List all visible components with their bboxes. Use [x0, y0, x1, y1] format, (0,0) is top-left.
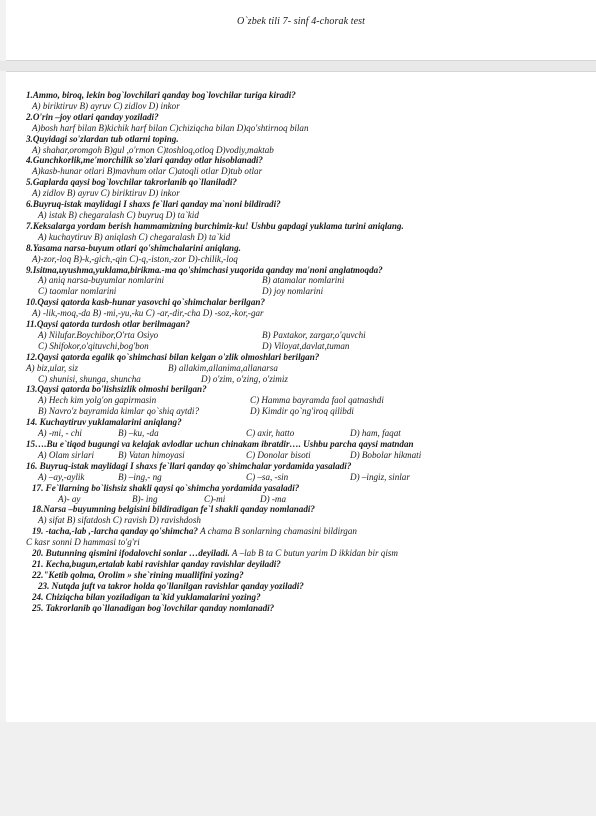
question-6-options: A) istak B) chegaralash C) buyruq D) ta`kid: [38, 209, 199, 220]
question-23: 23. Nutqda juft va takror holda qo'llanilgan ravishlar qanday yoziladi?: [38, 580, 304, 591]
question-2: 2.O'rin –joy otlari qanday yoziladi?: [26, 111, 159, 122]
question-19-options-cont: C kasr sonni D hammasi to'g'ri: [26, 537, 140, 548]
question-5: 5.Gaplarda qaysi bog`lovchilar takrorlanib qo`llaniladi?: [26, 177, 237, 188]
question-20: 20. Butunning qismini ifodalovchi sonlar …deyiladi.: [32, 548, 230, 559]
question-20-options: A –lab B ta C butun yarim D ikkidan bir qism: [229, 548, 398, 559]
question-9-option-a: A) aniq narsa-buyumlar nomlarini: [38, 275, 165, 286]
question-13: 13.Qaysi qatorda bo'lishsizlik olmoshi berilgan?: [26, 384, 207, 395]
question-12-option-c: C) shunisi, shunga, shuncha: [38, 373, 141, 384]
question-11-option-c: C) Shifokor,o'qituvchi,bog'bon: [38, 340, 149, 351]
question-3: 3.Quyidagi so'zlardan tub otlarni toping.: [26, 133, 179, 144]
question-10: 10.Qaysi qatorda kasb-hunar yasovchi qo`shimchalar berilgan?: [26, 297, 265, 308]
question-18-options: A) sifat B) sifatdosh C) ravish D) ravishdosh: [38, 515, 201, 526]
question-12-option-b: B) allakim,allanima,allanarsa: [168, 362, 278, 373]
question-16-option-b: B) –ing,- ng: [118, 471, 162, 482]
page-title: O`zbek tili 7- sinf 4-chorak test: [237, 16, 365, 27]
question-7: 7.Keksalarga yordam berish hammamizning burchimiz-ku! Ushbu gapdagi yuklama turini aniqlang.: [26, 220, 404, 231]
question-16: 16. Buyruq-istak maylidagi I shaxs fe`llari qanday qo`shimchalar yordamida yasaladi?: [26, 460, 352, 471]
question-21: 21. Kecha,bugun,ertalab kabi ravishlar qanday ravishlar deyiladi?: [32, 558, 281, 569]
question-16-option-a: A) –ay,-aylik: [38, 471, 85, 482]
question-20-row: [26, 548, 574, 559]
question-16-option-d: D) –ingiz, sinlar: [350, 471, 410, 482]
question-9: 9.Isitma,uyushma,yuklama,birikma.-ma qo'shimchasi yuqorida qanday ma'noni anglatmoqda?: [26, 264, 383, 275]
question-13-option-a: A) Hech kim yolg'on gapirmasin: [38, 395, 157, 406]
test-sheet: [6, 71, 596, 722]
page-bottom-area: [0, 722, 596, 816]
question-14-option-c: C) axir, hatto: [246, 428, 295, 439]
question-15-option-d: D) Bobolar hikmati: [350, 449, 422, 460]
question-list: [26, 90, 574, 614]
question-12-options-row2: [26, 374, 574, 385]
question-22: 22."Ketib qolma, Orolim » she`rining muallifini yozing?: [32, 569, 244, 580]
question-11-option-d: D) Viloyat,davlat,tuman: [262, 340, 350, 351]
question-12-options-row1: [26, 363, 574, 374]
question-19-options: A chama B sonlarning chamasini bildirgan: [197, 526, 357, 537]
question-13-option-c: C) Hamma bayramda faol qatnashdi: [250, 395, 384, 406]
question-15-option-c: C) Donolar bisoti: [246, 449, 311, 460]
question-8: 8.Yasama narsa-buyum otlari qo'shimchalarini aniqlang.: [26, 242, 241, 253]
question-10-options: A) -lik,-moq,-da B) -mi,-yu,-ku C) -ar,-dir,-cha D) -soz,-kor,-gar: [32, 308, 264, 319]
question-17: 17. Fe`llarning bo`lishsiz shakli qaysi qo`shimcha yordamida yasaladi?: [32, 482, 300, 493]
question-17-options: [26, 494, 574, 505]
question-9-options-row2: [26, 286, 574, 297]
question-15-option-a: A) Olam sirlari: [38, 449, 95, 460]
page-gap: [0, 61, 596, 71]
question-17-option-a: A)- ay: [58, 493, 81, 504]
question-17-option-c: C)-mi: [204, 493, 226, 504]
question-25: 25. Takrorlanib qo`llanadigan bog`lovchilar qanday nomlanadi?: [32, 602, 275, 613]
question-18: 18.Narsa –buyumning belgisini bildiradigan fe`l shakli qanday nomlanadi?: [32, 504, 315, 515]
question-9-option-b: B) atamalar nomlarini: [262, 275, 345, 286]
question-9-option-c: C) taomlar nomlarini: [38, 286, 117, 297]
question-14-option-b: B) –ku, -da: [118, 428, 159, 439]
question-15: 15….Bu e`tiqod bugungi va kelajak avlodlar uchun chinakam ibratdir…. Ushbu parcha qaysi matndan: [26, 439, 414, 449]
question-14-option-a: A) -mi, - chi: [38, 428, 82, 439]
question-11-options-row2: [26, 341, 574, 352]
question-13-option-b: B) Navro'z bayramida kimlar qo`shiq aytdi?: [38, 406, 199, 417]
question-24: 24. Chiziqcha bilan yoziladigan ta`kid yuklamalarini yozing?: [32, 591, 261, 602]
question-17-option-d: D) -ma: [260, 493, 287, 504]
question-14-option-d: D) ham, faqat: [350, 428, 401, 439]
question-5-options: A) zidlov B) ayruv C) biriktiruv D) inkor: [32, 188, 180, 199]
question-9-options-row1: [26, 275, 574, 286]
question-3-options: A) shahar,oromgoh B)gul ,o'rmon C)toshloq,otloq D)vodiy,maktab: [32, 144, 274, 155]
question-11-option-a: A) Nilufar.Boychibor,O'rta Osiyo: [38, 329, 159, 340]
question-19: 19. -tacha,-lab ,-larcha qanday qo'shimcha?: [32, 526, 198, 537]
question-4: 4.Gunchkorlik,me'morchilik so'zlari qanday otlar hisoblanadi?: [26, 155, 263, 166]
question-13-options-row1: [26, 395, 574, 406]
question-13-option-d: D) Kimdir qo`ng'iroq qilibdi: [250, 406, 354, 417]
question-1-options: A) biriktiruv B) ayruv C) zidlov D) inkor: [32, 100, 180, 111]
question-13-options-row2: [26, 406, 574, 417]
question-6: 6.Buyruq-istak maylidagi I shaxs fe`llari qanday ma`noni bildiradi?: [26, 199, 281, 210]
question-16-options: [26, 472, 574, 483]
question-8-options: A)-zor,-loq B)-k,-gich,-qin C)-q,-iston,-zor D)-chilik,-loq: [32, 253, 238, 264]
question-14: 14. Kuchaytiruv yuklamalarini aniqlang?: [26, 417, 182, 428]
question-19-row: [26, 526, 574, 537]
question-1: 1.Ammo, biroq, lekin bog`lovchilari qanday bog`lovchilar turiga kiradi?: [26, 90, 296, 100]
question-11-option-b: B) Paxtakor, zargar,o'quvchi: [262, 329, 366, 340]
question-14-options: [26, 428, 574, 439]
question-12-option-a: A) biz,ular, siz: [26, 362, 79, 373]
question-12: 12.Qaysi qatorda egalik qo`shimchasi bilan kelgan o'zlik olmoshlari berilgan?: [26, 351, 320, 362]
question-17-option-b: B)- ing: [132, 493, 158, 504]
question-15-options: [26, 450, 574, 461]
question-4-options: A)kasb-hunar otlari B)mavhum otlar C)atoqli otlar D)tub otlar: [32, 166, 263, 177]
question-12-option-d: D) o'zim, o'zing, o'zimiz: [201, 373, 288, 384]
question-7-options: A) kuchaytiruv B) aniqlash C) chegaralash D) ta`kid: [38, 231, 231, 242]
header-card: [6, 0, 596, 61]
question-11-options-row1: [26, 330, 574, 341]
question-16-option-c: C) –sa, -sin: [246, 471, 289, 482]
question-2-options: A)bosh harf bilan B)kichik harf bilan C)chiziqcha bilan D)qo'shtirnoq bilan: [32, 122, 309, 133]
question-15-option-b: B) Vatan himoyasi: [118, 449, 185, 460]
question-9-option-d: D) joy nomlarini: [262, 286, 324, 297]
question-11: 11.Qaysi qatorda turdosh otlar berilmagan?: [26, 319, 190, 330]
